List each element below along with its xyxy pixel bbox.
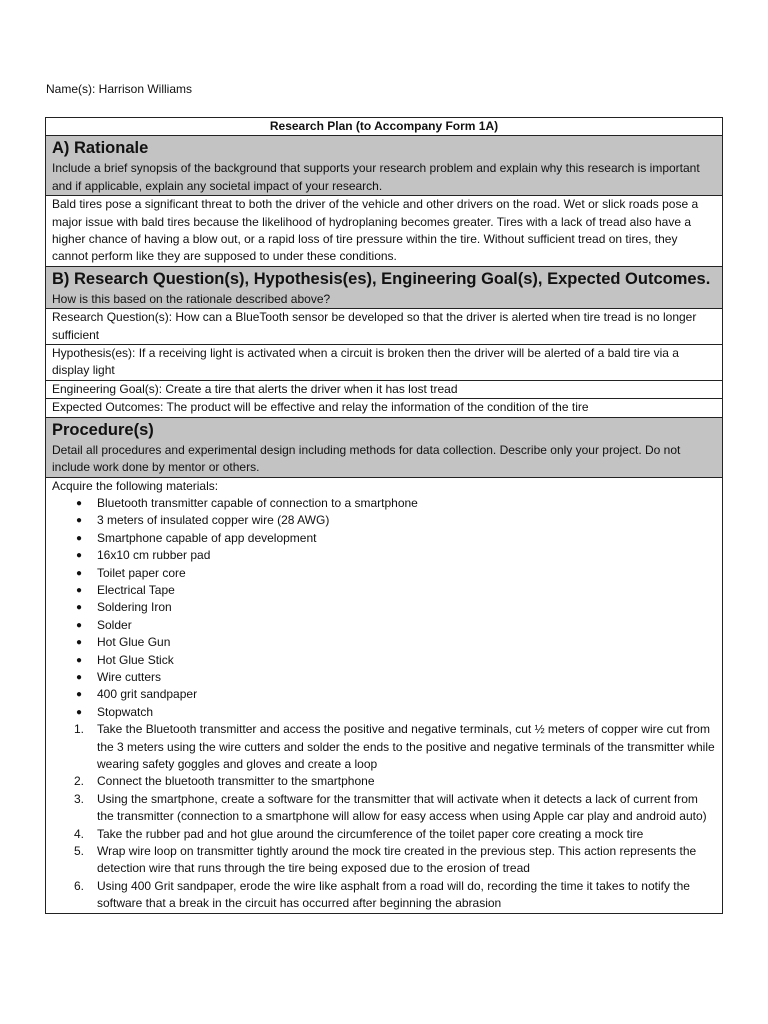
list-item: ● Bluetooth transmitter capable of connection to a smartphone (52, 495, 716, 512)
list-item: ● Hot Glue Stick (52, 652, 716, 669)
bullet-icon: ● (76, 654, 83, 666)
procedure-body (46, 477, 723, 913)
plan-title: Research Plan (to Accompany Form 1A) (46, 118, 723, 136)
bullet-icon: ● (76, 637, 83, 649)
procedure-steps (52, 721, 716, 912)
list-item: 4. Take the rubber pad and hot glue around the circumference of the toilet paper core creating a mock tire (52, 826, 716, 843)
research-plan-table (45, 117, 723, 914)
list-item: 1. Take the Bluetooth transmitter and access the positive and negative terminals, cut ½ meters of copper wire cut from the 3 meters using the wire cutters and solder the ends to the positive and negative terminals of the transmitter while wearing safety goggles and gloves and create a loop (74, 722, 715, 771)
bullet-icon: ● (76, 602, 83, 614)
list-item: 6. Using 400 Grit sandpaper, erode the wire like asphalt from a road will do, recording the time it takes to notify the software that a break in the circuit has occurred after beginning the abrasion (74, 878, 690, 911)
step-number: 4. (74, 826, 85, 841)
procedure-heading: Procedure(s) (52, 420, 154, 439)
step-number: 1. (74, 722, 85, 737)
list-item: ● Soldering Iron (52, 599, 716, 616)
list-item: ● Electrical Tape (52, 582, 716, 599)
list-item: ● Solder (52, 617, 716, 634)
list-item: ● Wire cutters (52, 669, 716, 686)
list-item: ● 3 meters of insulated copper wire (28 AWG) (52, 512, 716, 529)
list-item: 5. Wrap wire loop on transmitter tightly around the mock tire created in the previous step. This action represents the detection wire that runs through the tire being exposed due to the erosion of tread (74, 844, 697, 876)
step-number: 3. (74, 791, 85, 806)
bullet-icon: ● (76, 532, 83, 544)
bullet-icon: ● (76, 706, 83, 718)
list-item: 2. Connect the bluetooth transmitter to the smartphone (52, 773, 716, 790)
expected-outcomes: Expected Outcomes: The product will be effective and relay the information of the condition of the tire (46, 399, 723, 417)
bullet-icon: ● (76, 689, 83, 701)
list-item: ● Smartphone capable of app development (52, 530, 716, 547)
rationale-header (46, 136, 723, 196)
bullet-icon: ● (76, 497, 83, 509)
step-number: 5. (74, 844, 85, 859)
step-number: 6. (74, 878, 85, 893)
list-item: ● Toilet paper core (52, 565, 716, 582)
procedure-header (46, 417, 723, 477)
procedure-instructions: Detail all procedures and experimental design including methods for data collection. Describe only your project. Do not include work done by mentor or others. (52, 442, 681, 475)
hypothesis: Hypothesis(es): If a receiving light is activated when a circuit is broken then the driver will be alerted of a bald tire via a display light (46, 345, 723, 381)
procedure-intro: Acquire the following materials: (52, 478, 219, 493)
section-b-header (46, 266, 723, 308)
section-b-instructions: How is this based on the rationale described above? (52, 291, 331, 306)
bullet-icon: ● (76, 671, 83, 683)
rationale-body: Bald tires pose a significant threat to both the driver of the vehicle and other drivers on the road. Wet or slick roads pose a major issue with bald tires because the likelihood of hydroplaning becomes greater. Tires with a lack of tread also have a higher chance of having a blow out, or a rapid loss of tire pressure within the tire. Without sufficient tread on tires, they cannot perform like they are supposed to under these conditions. (46, 196, 723, 267)
list-item: ● Stopwatch (52, 704, 716, 721)
bullet-icon: ● (76, 584, 83, 596)
bullet-icon: ● (76, 619, 83, 631)
names-line: Name(s): Harrison Williams (46, 82, 193, 96)
research-question: Research Question(s): How can a BlueTooth sensor be developed so that the driver is alerted when tire tread is no longer sufficient (46, 309, 723, 345)
bullet-icon: ● (76, 550, 83, 562)
materials-list (52, 495, 716, 721)
list-item: 3. Using the smartphone, create a software for the transmitter that will activate when it detects a lack of current from the transmitter (connection to a smartphone will allow for easy access when using Apple car play and android auto) (74, 791, 707, 824)
engineering-goal: Engineering Goal(s): Create a tire that alerts the driver when it has lost tread (46, 380, 723, 398)
step-number: 2. (74, 774, 85, 789)
rationale-heading: A) Rationale (52, 139, 149, 158)
bullet-icon: ● (76, 515, 83, 527)
list-item: ● 400 grit sandpaper (52, 686, 716, 703)
list-item: ● 16x10 cm rubber pad (52, 547, 716, 564)
bullet-icon: ● (76, 567, 83, 579)
list-item: ● Hot Glue Gun (52, 634, 716, 651)
section-b-heading: B) Research Question(s), Hypothesis(es), Engineering Goal(s), Expected Outcomes. (52, 269, 711, 288)
rationale-instructions: Include a brief synopsis of the background that supports your research problem and explain why this research is important and if applicable, explain any societal impact of your research. (52, 161, 700, 193)
